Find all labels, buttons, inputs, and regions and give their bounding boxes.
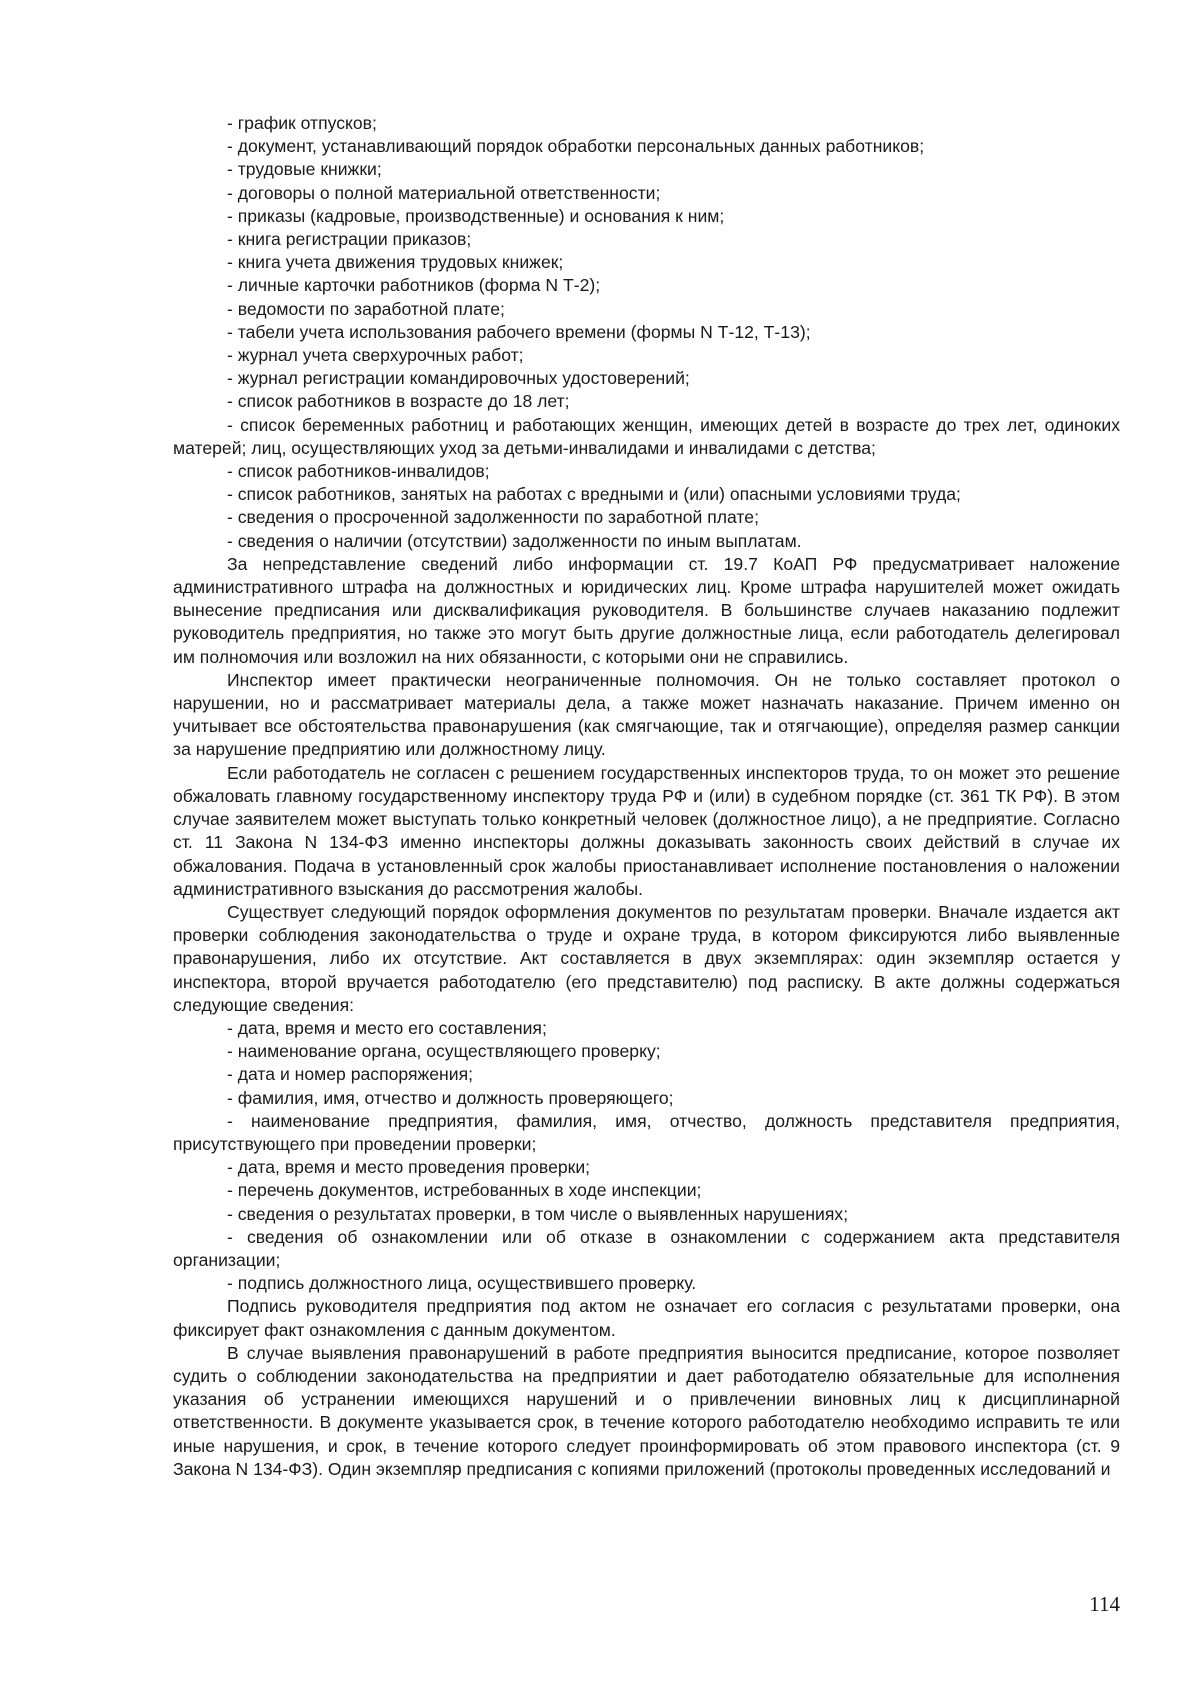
list-item: - табели учета использования рабочего времени (формы N Т-12, Т-13); xyxy=(227,321,811,342)
list-item: - сведения о просроченной задолженности по заработной плате; xyxy=(227,507,759,528)
list-item-multiline: - сведения об ознакомлении или об отказе в ознакомлении с содержанием акта представителя организации; xyxy=(173,1226,1120,1270)
list-item: - список работников в возрасте до 18 лет; xyxy=(227,391,570,412)
list-item: - книга регистрации приказов; xyxy=(227,229,472,250)
list-item: - дата, время и место его составления; xyxy=(227,1017,547,1038)
list-item: - список работников, занятых на работах с вредными и (или) опасными условиями труда; xyxy=(227,484,961,505)
paragraph-inspector: Инспектор имеет практически неограниченные полномочия. Он не только составляет протокол о нарушении, но и рассматривает материалы дела, а также может назначать наказание. Причем именно он учитывает все обстоятельства правонарушения (как смягчающие, так и отягчающие), определяя размер санкции за нарушение предприятию или должностному лицу. xyxy=(173,669,1120,760)
list-item: - подпись должностного лица, осуществившего проверку. xyxy=(227,1273,697,1294)
list-item: - личные карточки работников (форма N Т-2); xyxy=(227,275,601,296)
list-item: - сведения о наличии (отсутствии) задолженности по иным выплатам. xyxy=(227,530,802,551)
list-item: - приказы (кадровые, производственные) и основания к ним; xyxy=(227,205,725,226)
list-item: - график отпусков; xyxy=(227,113,377,133)
document-page xyxy=(173,112,1120,1481)
list-item: - дата, время и место проведения проверки; xyxy=(227,1157,591,1178)
list-item: - книга учета движения трудовых книжек; xyxy=(227,252,564,273)
list-item: - дата и номер распоряжения; xyxy=(227,1064,474,1085)
list-item: - договоры о полной материальной ответственности; xyxy=(227,182,661,203)
page-number: 114 xyxy=(1089,1592,1120,1616)
list-item: - трудовые книжки; xyxy=(227,159,382,180)
list-item-multiline: - список беременных работниц и работающих женщин, имеющих детей в возрасте до трех лет, одиноких матерей; лиц, осуществляющих уход за детьми-инвалидами и инвалидами с детства; xyxy=(173,414,1120,458)
paragraph-order: В случае выявления правонарушений в работе предприятия выносится предписание, которое позволяет судить о соблюдении законодательства на предприятии и дает работодателю обязательные для исполнения указания об устранении имеющихся нарушений и о привлечении виновных лиц к дисциплинарной ответственности. В документе указывается срок, в течение которого работодателю необходимо исправить те или иные нарушения, и срок, в течение которого следует проинформировать об этом правового инспектора (ст. 9 Закона N 134-ФЗ). Один экземпляр предписания с копиями приложений (протоколы проведенных исследований и xyxy=(173,1342,1120,1479)
paragraph-signature: Подпись руководителя предприятия под актом не означает его согласия с результатами проверки, она фиксирует факт ознакомления с данным документом. xyxy=(173,1296,1120,1340)
list-item: - фамилия, имя, отчество и должность проверяющего; xyxy=(227,1087,674,1108)
list-item: - наименование органа, осуществляющего проверку; xyxy=(227,1041,661,1062)
list-item: - ведомости по заработной плате; xyxy=(227,298,505,319)
list-item: - журнал регистрации командировочных удостоверений; xyxy=(227,368,690,389)
paragraph-penalty: За непредставление сведений либо информации ст. 19.7 КоАП РФ предусматривает наложение административного штрафа на должностных и юридических лиц. Кроме штрафа нарушителей может ожидать вынесение предписания или дисквалификация руководителя. В большинстве случаев наказанию подлежит руководитель предприятия, но также это могут быть другие должностные лица, если работодатель делегировал им полномочия или возложил на них обязанности, с которыми они не справились. xyxy=(173,553,1120,667)
list-item: - список работников-инвалидов; xyxy=(227,461,490,482)
list-item-multiline: - наименование предприятия, фамилия, имя, отчество, должность представителя предприятия, присутствующего при проведении проверки; xyxy=(173,1110,1120,1154)
paragraph-procedure: Существует следующий порядок оформления документов по результатам проверки. Вначале издается акт проверки соблюдения законодательства о труде и охране труда, в котором фиксируются либо выявленные правонарушения, либо их отсутствие. Акт составляется в двух экземплярах: один экземпляр остается у инспектора, второй вручается работодателю (его представителю) под расписку. В акте должны содержаться следующие сведения: xyxy=(173,901,1120,1015)
list-item: - журнал учета сверхурочных работ; xyxy=(227,345,524,366)
list-item: - сведения о результатах проверки, в том числе о выявленных нарушениях; xyxy=(227,1203,849,1224)
paragraph-appeal: Если работодатель не согласен с решением государственных инспекторов труда, то он может это решение обжаловать главному государственному инспектору труда РФ и (или) в судебном порядке (ст. 361 ТК РФ). В этом случае заявителем может выступать только конкретный человек (должностное лицо), а не предприятие. Согласно ст. 11 Закона N 134-ФЗ именно инспекторы должны доказывать законность своих действий в случае их обжалования. Подача в установленный срок жалобы приостанавливает исполнение постановления о наложении административного взыскания до рассмотрения жалобы. xyxy=(173,762,1120,899)
list-item: - перечень документов, истребованных в ходе инспекции; xyxy=(227,1180,702,1201)
list-item: - документ, устанавливающий порядок обработки персональных данных работников; xyxy=(227,136,925,157)
